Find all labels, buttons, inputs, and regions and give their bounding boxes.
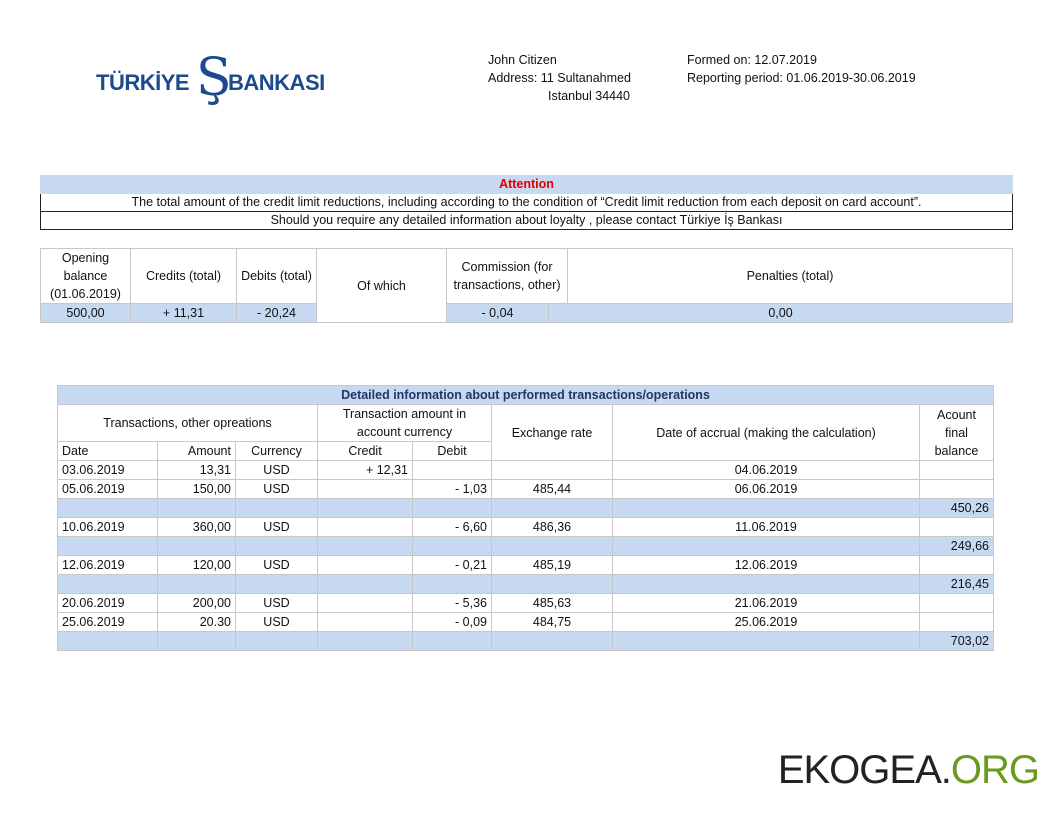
cell-amount: 13,31 — [158, 461, 236, 480]
cell-amount: 360,00 — [158, 518, 236, 537]
header-transactions: Transactions, other opreations — [58, 405, 318, 442]
cell-accrual: 11.06.2019 — [613, 518, 920, 537]
cell-rate: 485,19 — [492, 556, 613, 575]
cell-currency — [236, 499, 318, 518]
cell-date: 10.06.2019 — [58, 518, 158, 537]
cell-rate — [492, 575, 613, 594]
value-penalties: 0,00 — [549, 304, 1013, 323]
cell-currency: USD — [236, 518, 318, 537]
cell-debit: - 0,21 — [413, 556, 492, 575]
header-amount: Amount — [158, 442, 236, 461]
reporting-period: Reporting period: 01.06.2019-30.06.2019 — [687, 71, 916, 85]
cell-amount — [158, 632, 236, 651]
attention-title: Attention — [41, 176, 1013, 194]
cell-rate: 484,75 — [492, 613, 613, 632]
cell-accrual: 04.06.2019 — [613, 461, 920, 480]
transactions-title: Detailed information about performed transactions/operations — [58, 386, 994, 405]
table-row — [58, 461, 994, 480]
balance-row — [58, 499, 994, 518]
cell-balance — [920, 613, 994, 632]
cell-accrual: 25.06.2019 — [613, 613, 920, 632]
cell-date: 20.06.2019 — [58, 594, 158, 613]
cell-date — [58, 632, 158, 651]
cell-amount — [158, 537, 236, 556]
balance-row — [58, 632, 994, 651]
header-credit: Credit — [318, 442, 413, 461]
summary-table — [40, 248, 1013, 323]
header-credits: Credits (total) — [131, 249, 237, 304]
cell-accrual — [613, 632, 920, 651]
header-penalties: Penalties (total) — [568, 249, 1013, 304]
table-row — [58, 518, 994, 537]
attention-line-1: The total amount of the credit limit reductions, including according to the condition of “Credit limit reduction from each deposit on card account”. — [41, 194, 1013, 212]
cell-amount: 150,00 — [158, 480, 236, 499]
cell-balance — [920, 556, 994, 575]
cell-date: 05.06.2019 — [58, 480, 158, 499]
cell-rate — [492, 537, 613, 556]
header-date: Date — [58, 442, 158, 461]
turkiye-is-bankasi-logo — [96, 50, 336, 114]
statement-info — [687, 51, 916, 87]
value-credits: + 11,31 — [131, 304, 237, 323]
cell-credit — [318, 480, 413, 499]
cell-accrual: 21.06.2019 — [613, 594, 920, 613]
header-opening-balance: Opening balance (01.06.2019) — [41, 249, 131, 304]
transactions-table — [57, 385, 994, 651]
watermark-left: EKOGEA. — [777, 748, 951, 792]
cell-rate: 485,44 — [492, 480, 613, 499]
cell-balance: 450,26 — [920, 499, 994, 518]
cell-amount: 20.30 — [158, 613, 236, 632]
logo-text-left: TÜRKİYE — [96, 70, 190, 95]
cell-balance: 703,02 — [920, 632, 994, 651]
cell-debit: - 5,36 — [413, 594, 492, 613]
cell-date: 03.06.2019 — [58, 461, 158, 480]
header-currency: Currency — [236, 442, 318, 461]
cell-date — [58, 575, 158, 594]
value-commission: - 0,04 — [447, 304, 549, 323]
cell-amount: 200,00 — [158, 594, 236, 613]
cell-rate — [492, 461, 613, 480]
cell-debit: - 1,03 — [413, 480, 492, 499]
cell-debit — [413, 499, 492, 518]
cell-amount: 120,00 — [158, 556, 236, 575]
cell-rate: 485,63 — [492, 594, 613, 613]
cell-debit: - 6,60 — [413, 518, 492, 537]
cell-date — [58, 537, 158, 556]
logo-text-right: BANKASI — [228, 70, 325, 95]
cell-balance — [920, 461, 994, 480]
table-row — [58, 556, 994, 575]
cell-rate: 486,36 — [492, 518, 613, 537]
cell-debit: - 0,09 — [413, 613, 492, 632]
formed-on: Formed on: 12.07.2019 — [687, 53, 817, 67]
header-exchange-rate: Exchange rate — [492, 405, 613, 461]
cell-balance — [920, 594, 994, 613]
cell-accrual — [613, 575, 920, 594]
table-row — [58, 613, 994, 632]
cell-amount — [158, 575, 236, 594]
cell-date — [58, 499, 158, 518]
cell-accrual: 12.06.2019 — [613, 556, 920, 575]
cell-balance: 216,45 — [920, 575, 994, 594]
cell-credit: + 12,31 — [318, 461, 413, 480]
cell-currency — [236, 537, 318, 556]
cell-credit — [318, 499, 413, 518]
value-opening-balance: 500,00 — [41, 304, 131, 323]
cell-currency: USD — [236, 613, 318, 632]
cell-currency — [236, 575, 318, 594]
header-debit: Debit — [413, 442, 492, 461]
cell-currency: USD — [236, 461, 318, 480]
customer-city: Istanbul 34440 — [548, 89, 631, 103]
balance-row — [58, 575, 994, 594]
logo-mark-icon: Ş — [196, 48, 232, 108]
cell-debit — [413, 537, 492, 556]
cell-accrual — [613, 499, 920, 518]
customer-info — [488, 51, 631, 105]
ekogea-watermark — [778, 748, 1039, 793]
table-row — [58, 594, 994, 613]
cell-credit — [318, 537, 413, 556]
cell-currency: USD — [236, 556, 318, 575]
cell-debit — [413, 632, 492, 651]
value-debits: - 20,24 — [237, 304, 317, 323]
cell-rate — [492, 499, 613, 518]
customer-name: John Citizen — [488, 53, 557, 67]
cell-amount — [158, 499, 236, 518]
header-final-balance: Acount final balance — [920, 405, 994, 461]
cell-credit — [318, 613, 413, 632]
cell-debit — [413, 575, 492, 594]
header-of-which: Of which — [317, 249, 447, 323]
cell-credit — [318, 556, 413, 575]
cell-date: 25.06.2019 — [58, 613, 158, 632]
attention-line-2: Should you require any detailed information about loyalty , please contact Türkiye İş Bankası — [41, 212, 1013, 230]
cell-rate — [492, 632, 613, 651]
header-date-of-accrual: Date of accrual (making the calculation) — [613, 405, 920, 461]
customer-address: Address: 11 Sultanahmed — [488, 71, 631, 85]
cell-accrual — [613, 537, 920, 556]
header-transaction-amount: Transaction amount in account currency — [318, 405, 492, 442]
cell-balance — [920, 480, 994, 499]
header-commission: Commission (for transactions, other) — [447, 249, 568, 304]
cell-credit — [318, 518, 413, 537]
cell-accrual: 06.06.2019 — [613, 480, 920, 499]
cell-date: 12.06.2019 — [58, 556, 158, 575]
attention-table — [40, 175, 1013, 230]
cell-credit — [318, 594, 413, 613]
cell-balance: 249,66 — [920, 537, 994, 556]
watermark-right: ORG — [950, 748, 1039, 792]
cell-credit — [318, 575, 413, 594]
cell-currency — [236, 632, 318, 651]
balance-row — [58, 537, 994, 556]
cell-currency: USD — [236, 594, 318, 613]
cell-balance — [920, 518, 994, 537]
cell-debit — [413, 461, 492, 480]
cell-credit — [318, 632, 413, 651]
header-debits: Debits (total) — [237, 249, 317, 304]
cell-currency: USD — [236, 480, 318, 499]
table-row — [58, 480, 994, 499]
